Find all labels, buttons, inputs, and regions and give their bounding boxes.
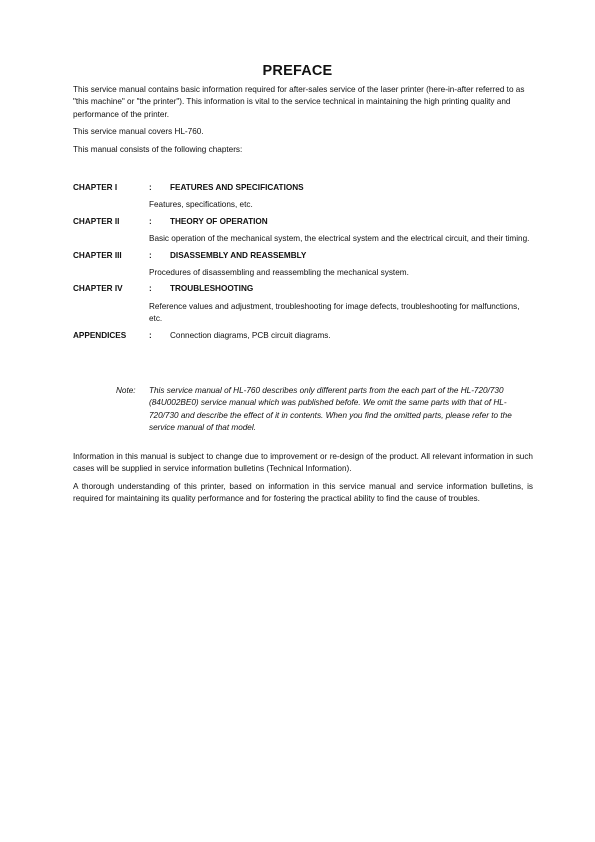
intro-section: [73, 84, 533, 161]
appendices-colon: :: [149, 330, 152, 340]
appendices-text: Connection diagrams, PCB circuit diagrams.: [170, 330, 331, 340]
chapter-title: THEORY OF OPERATION: [170, 216, 268, 226]
chapter-description: Reference values and adjustment, troubleshooting for image defects, troubleshooting for malfunctions, etc.: [149, 301, 520, 324]
appendices-label: APPENDICES: [73, 330, 127, 340]
chapter-description: Procedures of disassembling and reassembling the mechanical system.: [149, 267, 409, 277]
footer-paragraph: A thorough understanding of this printer, based on information in this service manual and service information bulletins, is required for maintaining its quality performance and for fostering the practical ability to find the cause of troubles.: [73, 481, 533, 504]
page-title: PREFACE: [262, 63, 333, 79]
chapter-list: [73, 182, 533, 342]
chapter-entry: [73, 216, 533, 246]
appendices-entry: [73, 330, 533, 342]
intro-paragraph: This service manual contains basic information required for after-sales service of the laser printer (here-in-after referred to as "this machine" or "the printer"). This information is vital to the service technical in maintaining the high printing quality and performance of the printer.: [73, 85, 525, 119]
chapter-label: CHAPTER IV: [73, 284, 123, 294]
chapter-entry: [73, 182, 533, 212]
chapter-colon: :: [149, 284, 152, 294]
note-text: This service manual of HL-760 describes only different parts from the each part of the HL-720/730 (84U002BE0) service manual which was published befofe. We omit the same parts with that of HL-720/730 and describe the effect of it in contents. When you find the omitted parts, please refer to the service manual of that model.: [149, 386, 512, 433]
chapter-label: CHAPTER I: [73, 183, 118, 192]
chapter-colon: :: [149, 250, 152, 260]
chapter-title: TROUBLESHOOTING: [170, 284, 254, 294]
note-label: Note:: [116, 386, 136, 395]
chapter-description: Basic operation of the mechanical system, the electrical system and the electrical circuit, and their timing.: [149, 234, 530, 244]
chapter-title: FEATURES AND SPECIFICATIONS: [170, 183, 304, 192]
chapter-label: CHAPTER III: [73, 250, 122, 260]
chapter-entry: [73, 283, 533, 325]
chapter-label: CHAPTER II: [73, 216, 120, 226]
chapter-description: Features, specifications, etc.: [149, 200, 253, 210]
intro-paragraph: This service manual covers HL-760.: [73, 127, 204, 137]
footer-paragraph: Information in this manual is subject to change due to improvement or re-design of the product. All relevant information in such cases will be supplied in service information bulletins (Technical Information).: [73, 452, 533, 474]
intro-paragraph: This manual consists of the following chapters:: [73, 144, 243, 154]
chapter-entry: [73, 250, 533, 280]
chapter-colon: :: [149, 183, 152, 192]
chapter-colon: :: [149, 216, 152, 226]
footer-section: [73, 451, 533, 511]
note-section: [73, 385, 533, 435]
chapter-title: DISASSEMBLY AND REASSEMBLY: [170, 250, 307, 260]
